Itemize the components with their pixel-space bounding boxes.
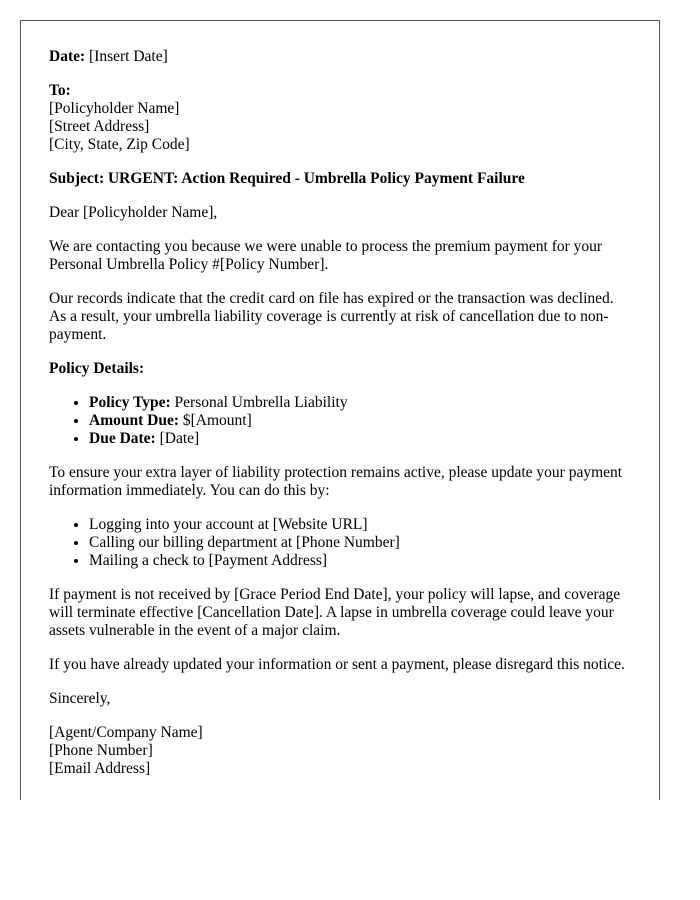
payment-option-item: • Mailing a check to [Payment Address] [89, 552, 631, 570]
recipient-name: [Policyholder Name] [49, 100, 180, 117]
date-value: [Insert Date] [89, 48, 168, 65]
policy-details-heading [49, 360, 631, 378]
policy-detail-item [89, 412, 631, 430]
subject-line [49, 170, 631, 188]
subject-text: Subject: URGENT: Action Required - Umbrella Policy Payment Failure [49, 170, 525, 187]
letter-document [20, 20, 660, 800]
date-line [49, 48, 631, 66]
disregard-paragraph: If you have already updated your information or sent a payment, please disregard this notice. [49, 656, 625, 673]
ensure-paragraph: To ensure your extra layer of liability protection remains active, please update your payment information immediately. You can do this by: [49, 464, 623, 499]
policy-details-heading-text: Policy Details: [49, 360, 145, 377]
signature-block [49, 724, 631, 778]
policy-detail-item [89, 430, 631, 448]
policy-type-label: Policy Type: [89, 394, 171, 411]
policy-type-value: Personal Umbrella Liability [174, 394, 348, 411]
signature-phone: [Phone Number] [49, 742, 153, 759]
policy-details-list [49, 394, 631, 448]
signature-company: [Agent/Company Name] [49, 724, 203, 741]
date-label: Date: [49, 48, 86, 65]
amount-due-value: $[Amount] [182, 412, 252, 429]
records-paragraph: Our records indicate that the credit card on file has expired or the transaction was declined. As a result, your umbrella liability coverage is currently at risk of cancellation due to non-payment. [49, 290, 614, 343]
payment-option-item: • Logging into your account at [Website URL] [89, 516, 631, 534]
signature-email: [Email Address] [49, 760, 151, 777]
to-label: To: [49, 82, 71, 99]
closing: Sincerely, [49, 690, 111, 707]
intro-paragraph: We are contacting you because we were unable to process the premium payment for your Personal Umbrella Policy #[Policy Number]. [49, 238, 603, 273]
salutation: Dear [Policyholder Name], [49, 204, 218, 221]
payment-option-item: • Calling our billing department at [Phone Number] [89, 534, 631, 552]
recipient-street: [Street Address] [49, 118, 150, 135]
recipient-city: [City, State, Zip Code] [49, 136, 190, 153]
amount-due-label: Amount Due: [89, 412, 179, 429]
lapse-paragraph: If payment is not received by [Grace Period End Date], your policy will lapse, and coverage will terminate effective [Cancellation Date]. A lapse in umbrella coverage could leave your assets vulnerable in the event of a major claim. [49, 586, 621, 639]
due-date-label: Due Date: [89, 430, 156, 447]
due-date-value: [Date] [159, 430, 200, 447]
recipient-block [49, 82, 631, 154]
payment-options-list [49, 516, 631, 570]
policy-detail-item [89, 394, 631, 412]
